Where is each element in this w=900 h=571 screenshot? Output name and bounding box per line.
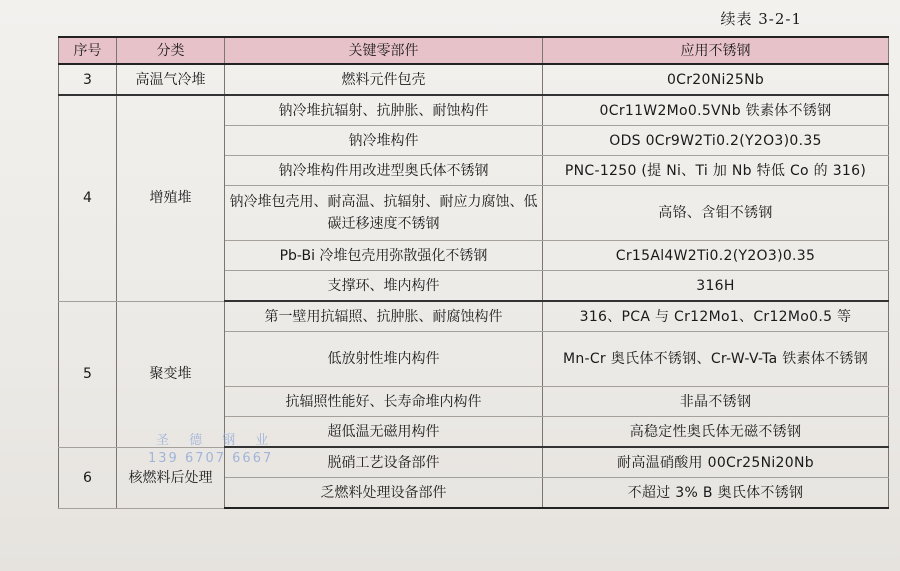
key-part-cell: 乏燃料处理设备部件: [225, 478, 543, 509]
steel-grade-cell: 0Cr20Ni25Nb: [543, 64, 889, 95]
watermark-phone: 139 6707 6667: [148, 451, 274, 466]
table-row: [59, 95, 889, 126]
table-row: [59, 301, 889, 332]
row-index: 4: [59, 95, 117, 301]
steel-grade-cell: 0Cr11W2Mo0.5VNb 铁素体不锈钢: [543, 95, 889, 126]
table-caption: 续表 3-2-1: [720, 10, 802, 28]
table-body: [59, 64, 889, 508]
steel-grade-cell: 高铬、含钼不锈钢: [543, 186, 889, 241]
steel-grade-cell: 不超过 3% B 奥氏体不锈钢: [543, 478, 889, 509]
table-container: [58, 36, 888, 509]
key-part-cell: 抗辐照性能好、长寿命堆内构件: [225, 387, 543, 417]
steel-grade-cell: 316、PCA 与 Cr12Mo1、Cr12Mo0.5 等: [543, 301, 889, 332]
steel-grade-cell: 316H: [543, 271, 889, 302]
steel-grade-cell: 耐高温硝酸用 00Cr25Ni20Nb: [543, 447, 889, 478]
key-part-cell: 钠冷堆构件用改进型奥氏体不锈钢: [225, 156, 543, 186]
header-category: 分类: [117, 37, 225, 64]
table-row: [59, 447, 889, 478]
table-header-row: [59, 37, 889, 64]
category-cell: 聚变堆: [117, 301, 225, 447]
key-part-cell: 脱硝工艺设备部件: [225, 447, 543, 478]
key-part-cell: 支撑环、堆内构件: [225, 271, 543, 302]
steel-grade-cell: 高稳定性奥氏体无磁不锈钢: [543, 417, 889, 448]
steel-grade-cell: Mn-Cr 奥氏体不锈钢、Cr-W-V-Ta 铁素体不锈钢: [543, 332, 889, 387]
key-part-cell: 钠冷堆构件: [225, 126, 543, 156]
row-index: 6: [59, 447, 117, 508]
category-cell: 高温气冷堆: [117, 64, 225, 95]
steel-grade-cell: 非晶不锈钢: [543, 387, 889, 417]
key-part-cell: 燃料元件包壳: [225, 64, 543, 95]
key-part-cell: 钠冷堆抗辐射、抗肿胀、耐蚀构件: [225, 95, 543, 126]
header-key-parts: 关键零部件: [225, 37, 543, 64]
steel-grade-cell: PNC-1250 (提 Ni、Ti 加 Nb 特低 Co 的 316): [543, 156, 889, 186]
stainless-steel-table: [58, 36, 889, 509]
steel-grade-cell: ODS 0Cr9W2Ti0.2(Y2O3)0.35: [543, 126, 889, 156]
key-part-cell: 低放射性堆内构件: [225, 332, 543, 387]
header-applied-steel: 应用不锈钢: [543, 37, 889, 64]
row-index: 3: [59, 64, 117, 95]
table-row: [59, 64, 889, 95]
category-cell: 增殖堆: [117, 95, 225, 301]
header-index: 序号: [59, 37, 117, 64]
key-part-cell: 超低温无磁用构件: [225, 417, 543, 448]
steel-grade-cell: Cr15Al4W2Ti0.2(Y2O3)0.35: [543, 241, 889, 271]
row-index: 5: [59, 301, 117, 447]
watermark-name: 圣 德 钢 业: [156, 433, 277, 448]
key-part-cell: 第一壁用抗辐照、抗肿胀、耐腐蚀构件: [225, 301, 543, 332]
key-part-cell: Pb-Bi 冷堆包壳用弥散强化不锈钢: [225, 241, 543, 271]
key-part-cell: 钠冷堆包壳用、耐高温、抗辐射、耐应力腐蚀、低碳迁移速度不锈钢: [225, 186, 543, 241]
category-cell: 核燃料后处理: [117, 447, 225, 508]
